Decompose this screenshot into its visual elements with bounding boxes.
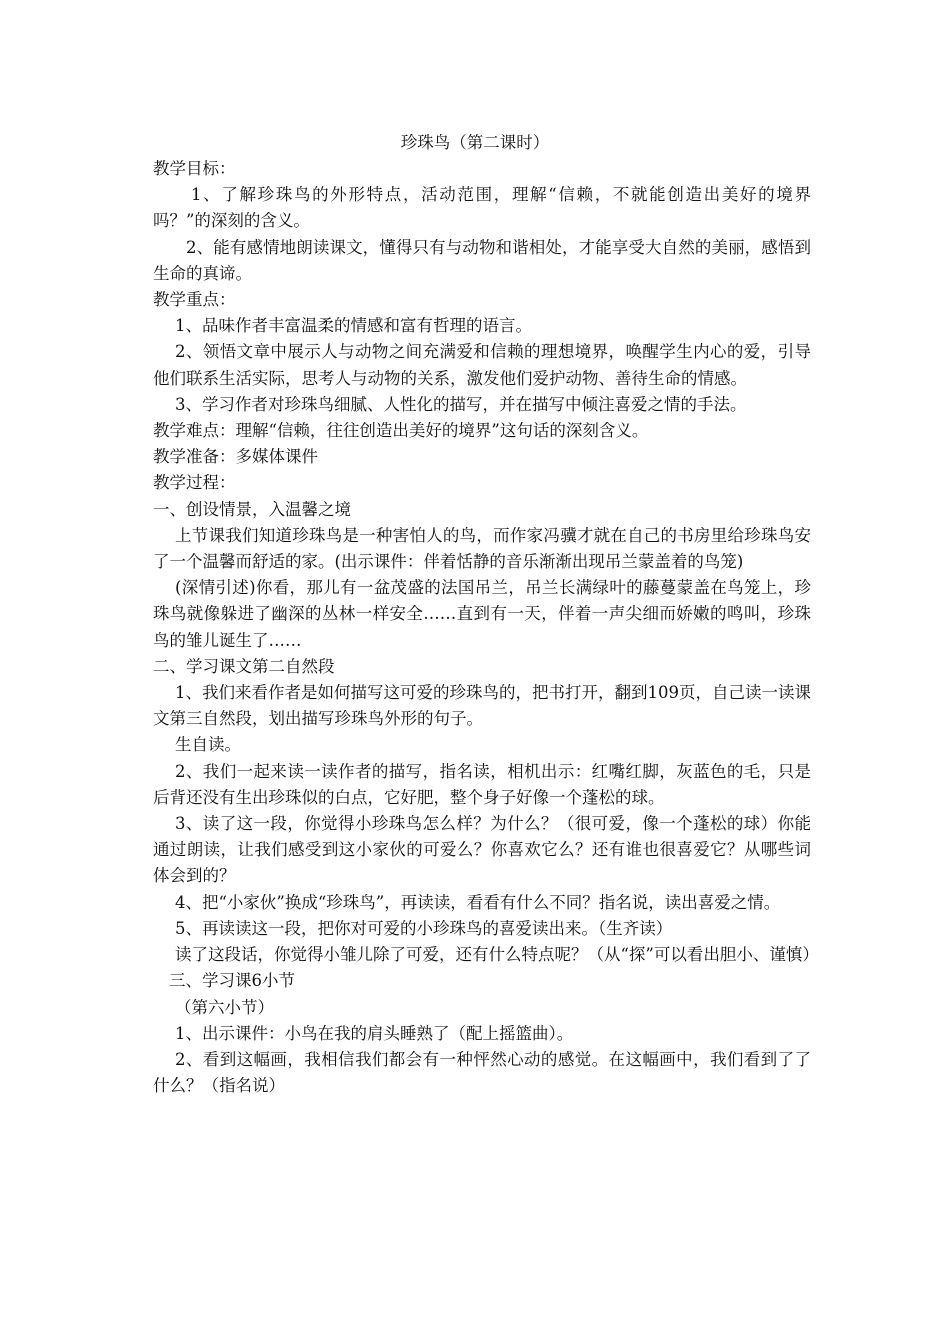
- document-body: [153, 156, 819, 1099]
- difficulty-line: 教学难点：理解“信赖，往往创造出美好的境界”这句话的深刻含义。: [153, 421, 649, 441]
- process-heading: 教学过程：: [153, 473, 236, 493]
- section-1-paragraph-1: 上节课我们知道珍珠鸟是一种害怕人的鸟，而作家冯骥才就在自己的书房里给珍珠鸟安了一个温馨而舒适的家。(出示课件：伴着恬静的音乐渐渐出现吊兰蒙盖着的鸟笼): [153, 525, 811, 572]
- objective-2: 2、能有感情地朗读课文，懂得只有与动物和谐相处，才能享受大自然的美丽，感悟到生命的真谛。: [153, 237, 811, 283]
- key-point-2: 2、领悟文章中展示人与动物之间充满爱和信赖的理想境界，唤醒学生内心的爱，引导他们联系生活实际，思考人与动物的关系，激发他们爱护动物、善待生命的情感。: [153, 342, 811, 388]
- page-title: 珍珠鸟（第二课时）: [400, 133, 550, 152]
- key-points-heading: 教学重点：: [153, 290, 236, 310]
- section-2-paragraph-2: 生自读。: [175, 735, 241, 755]
- section-1-heading: 一、创设情景，入温馨之境: [153, 499, 351, 519]
- section-2-paragraph-1: 1、我们来看作者是如何描写这可爱的珍珠鸟的，把书打开，翻到109页，自己读一读课文第三自然段，划出描写珍珠鸟外形的句子。: [153, 683, 811, 729]
- section-3-heading: 三、学习课6小节: [169, 971, 295, 991]
- section-2-paragraph-6: 5、再读读这一段，把你对可爱的小珍珠鸟的喜爱读出来。（生齐读）: [175, 918, 673, 938]
- objective-1: 1、了解珍珠鸟的外形特点，活动范围，理解“信赖，不就能创造出美好的境界吗？”的深刻的含义。: [153, 185, 811, 231]
- section-2-paragraph-3: 2、我们一起来读一读作者的描写，指名读，相机出示：红嘴红脚，灰蓝色的毛，只是后背还没有生出珍珠似的白点，它好肥，整个身子好像一个蓬松的球。: [153, 761, 811, 807]
- section-2-paragraph-5: 4、把“小家伙”换成“珍珠鸟”，再读读，看看有什么不同？指名说，读出喜爱之情。: [175, 892, 781, 912]
- objectives-heading: 教学目标：: [153, 159, 236, 178]
- key-point-3: 3、学习作者对珍珠鸟细腻、人性化的描写，并在描写中倾注喜爱之情的手法。: [175, 394, 747, 414]
- section-3-subheading: （第六小节）: [175, 997, 274, 1017]
- key-point-1: 1、品味作者丰富温柔的情感和富有哲理的语言。: [175, 316, 532, 336]
- section-2-heading: 二、学习课文第二自然段: [153, 656, 335, 676]
- preparation-line: 教学准备：多媒体课件: [153, 447, 318, 467]
- section-2-paragraph-7: 读了这段话，你觉得小雏儿除了可爱，还有什么特点呢？（从“探”可以看出胆小、谨慎）: [175, 945, 819, 965]
- section-1-paragraph-2: (深情引述)你看，那儿有一盆茂盛的法国吊兰，吊兰长满绿叶的藤蔓蒙盖在鸟笼上，珍珠鸟就像躲进了幽深的丛林一样安全……直到有一天，伴着一声尖细而娇嫩的鸣叫，珍珠鸟的雏儿诞生了……: [153, 578, 811, 650]
- section-2-paragraph-4: 3、读了这一段，你觉得小珍珠鸟怎么样？为什么？（很可爱，像一个蓬松的球）你能通过朗读，让我们感受到这小家伙的可爱么？你喜欢它么？还有谁也很喜爱它？从哪些词体会到的？: [153, 814, 811, 886]
- section-3-paragraph-1: 1、出示课件：小鸟在我的肩头睡熟了（配上摇篮曲）。: [175, 1023, 574, 1043]
- section-3-paragraph-2: 2、看到这幅画，我相信我们都会有一种怦然心动的感觉。在这幅画中，我们看到了了什么？（指名说）: [153, 1049, 811, 1096]
